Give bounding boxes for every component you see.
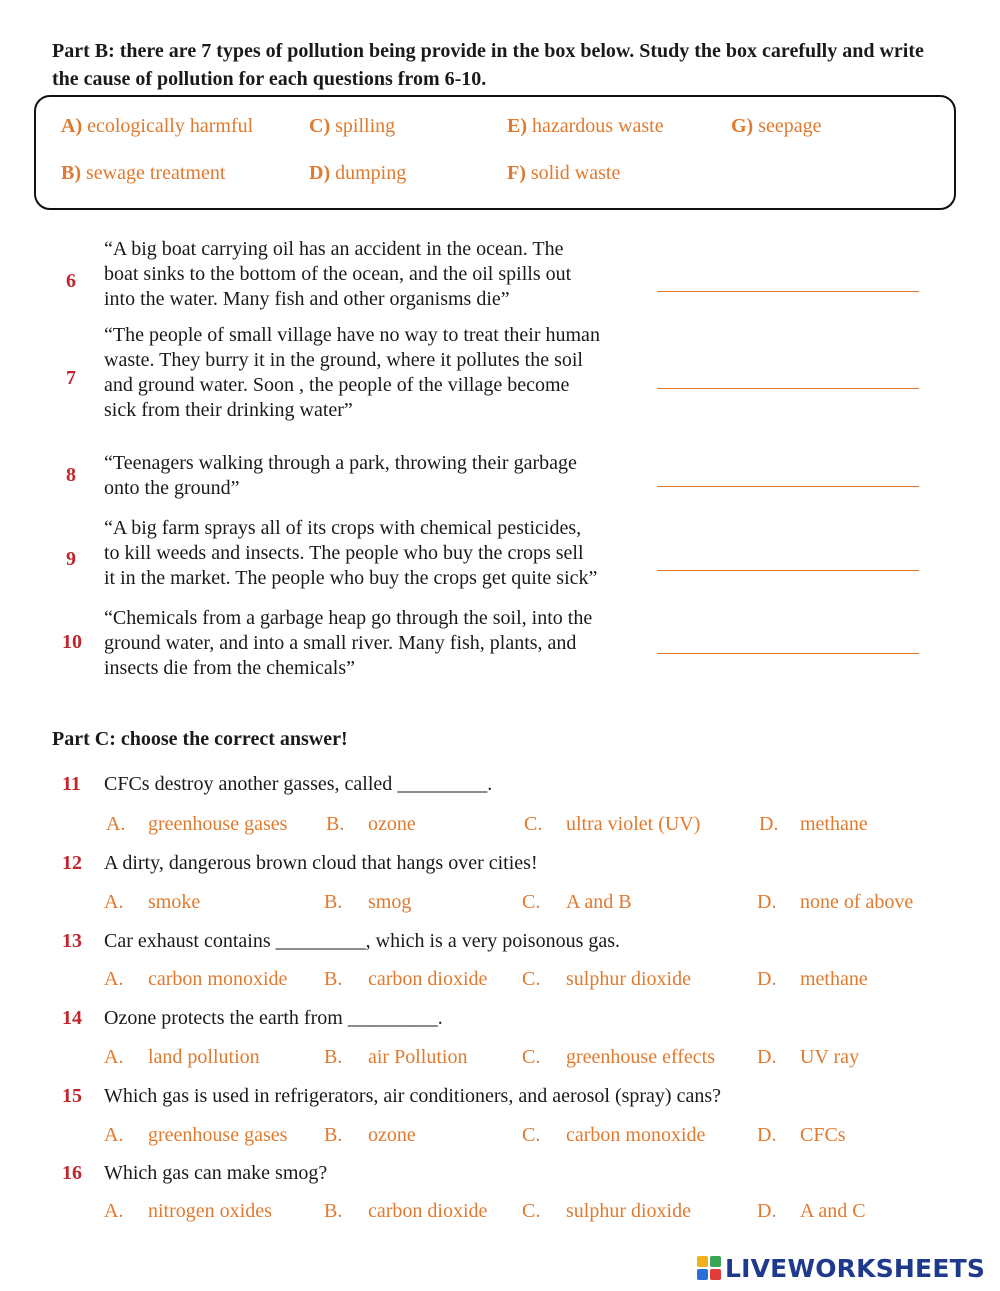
choice-a-text[interactable]: carbon monoxide [148, 968, 288, 990]
question-number: 6 [66, 270, 76, 292]
choice-c-text[interactable]: ultra violet (UV) [566, 813, 701, 835]
pollution-options-box [34, 95, 956, 210]
choice-b-text[interactable]: carbon dioxide [368, 968, 488, 990]
choice-c[interactable]: C. [524, 813, 543, 835]
option-d: D) dumping [309, 162, 407, 184]
option-e: E) hazardous waste [507, 115, 664, 137]
choice-c-text[interactable]: greenhouse effects [566, 1046, 716, 1068]
question-number: 10 [62, 631, 82, 653]
choice-b-text[interactable]: air Pollution [368, 1046, 468, 1068]
choice-b[interactable]: B. [324, 1046, 343, 1068]
choice-b-text[interactable]: smog [368, 891, 412, 913]
logo-tile [710, 1269, 721, 1280]
choice-d-text[interactable]: CFCs [800, 1124, 846, 1146]
question-number: 11 [62, 773, 81, 795]
choice-d[interactable]: D. [757, 1124, 777, 1146]
question-number: 8 [66, 464, 76, 486]
choice-d-text[interactable]: A and C [800, 1200, 866, 1222]
choice-a[interactable]: A. [104, 891, 124, 913]
question-number: 7 [66, 367, 76, 389]
choice-d-text[interactable]: methane [800, 813, 868, 835]
choice-c[interactable]: C. [522, 968, 541, 990]
choice-a-text[interactable]: greenhouse gases [148, 813, 288, 835]
question-text: Which gas is used in refrigerators, air conditioners, and aerosol (spray) cans? [104, 1085, 722, 1107]
choice-a[interactable]: A. [104, 968, 124, 990]
question-number: 12 [62, 852, 82, 874]
question-number: 16 [62, 1162, 82, 1184]
choice-b-text[interactable]: carbon dioxide [368, 1200, 488, 1222]
part-c-title: Part C: choose the correct answer! [52, 728, 348, 750]
answer-blank-8[interactable] [657, 486, 919, 487]
choice-b[interactable]: B. [324, 891, 343, 913]
choice-b-text[interactable]: ozone [368, 813, 416, 835]
answer-blank-6[interactable] [657, 291, 919, 292]
answer-blank-10[interactable] [657, 653, 919, 654]
choice-d[interactable]: D. [757, 891, 777, 913]
answer-blank-9[interactable] [657, 570, 919, 571]
choice-b[interactable]: B. [324, 1124, 343, 1146]
question-number: 13 [62, 930, 82, 952]
question-number: 14 [62, 1007, 82, 1029]
logo-tile [710, 1256, 721, 1267]
question-text: “The people of small village have no way to treat their human waste. They burry it in the ground, where it pollutes the soil and ground water. Soon , the people of the village become sick from their drinking water” [104, 324, 600, 421]
choice-c-text[interactable]: sulphur dioxide [566, 968, 691, 990]
choice-c[interactable]: C. [522, 1124, 541, 1146]
choice-c[interactable]: C. [522, 1200, 541, 1222]
choice-a-text[interactable]: nitrogen oxides [148, 1200, 272, 1222]
choice-d-text[interactable]: none of above [800, 891, 914, 913]
choice-d[interactable]: D. [757, 968, 777, 990]
choice-a[interactable]: A. [104, 1124, 124, 1146]
question-text: Which gas can make smog? [104, 1162, 328, 1184]
choice-a[interactable]: A. [106, 813, 126, 835]
part-b-title: Part B: there are 7 types of pollution being provide in the box below. Study the box carefully and write the cause of pollution for each questions from 6-10. [52, 40, 924, 90]
option-b: B) sewage treatment [61, 162, 226, 184]
answer-blank-7[interactable] [657, 388, 919, 389]
choice-c[interactable]: C. [522, 1046, 541, 1068]
choice-b-text[interactable]: ozone [368, 1124, 416, 1146]
question-text: Car exhaust contains _________, which is a very poisonous gas. [104, 930, 621, 952]
liveworksheets-logo [697, 1253, 985, 1283]
question-number: 15 [62, 1085, 82, 1107]
choice-b[interactable]: B. [326, 813, 345, 835]
choice-c-text[interactable]: A and B [566, 891, 632, 913]
choice-d-text[interactable]: UV ray [800, 1046, 860, 1068]
choice-a[interactable]: A. [104, 1046, 124, 1068]
choice-c-text[interactable]: carbon monoxide [566, 1124, 706, 1146]
option-c: C) spilling [309, 115, 396, 137]
choice-c[interactable]: C. [522, 891, 541, 913]
logo-grid-icon [697, 1256, 721, 1280]
choice-d[interactable]: D. [757, 1200, 777, 1222]
logo-text: LIVEWORKSHEETS [725, 1253, 986, 1283]
choice-a[interactable]: A. [104, 1200, 124, 1222]
option-a: A) ecologically harmful [61, 115, 254, 137]
question-text: “A big farm sprays all of its crops with chemical pesticides, to kill weeds and insects. The people who buy the crops sell it in the market. The people who buy the crops get quite sick” [104, 517, 598, 589]
logo-tile [697, 1256, 708, 1267]
question-text: “A big boat carrying oil has an accident in the ocean. The boat sinks to the bottom of the ocean, and the oil spills out into the water. Many fish and other organisms die” [104, 238, 572, 310]
question-text: “Chemicals from a garbage heap go through the soil, into the ground water, and into a small river. Many fish, plants, and insects die from the chemicals” [104, 607, 593, 679]
question-text: “Teenagers walking through a park, throwing their garbage onto the ground” [104, 452, 577, 499]
choice-a-text[interactable]: land pollution [148, 1046, 260, 1068]
question-text: A dirty, dangerous brown cloud that hangs over cities! [104, 852, 538, 874]
choice-d[interactable]: D. [759, 813, 779, 835]
question-text: CFCs destroy another gasses, called _________. [104, 773, 493, 795]
choice-b[interactable]: B. [324, 968, 343, 990]
choice-a-text[interactable]: greenhouse gases [148, 1124, 288, 1146]
question-text: Ozone protects the earth from _________. [104, 1007, 443, 1029]
choice-d-text[interactable]: methane [800, 968, 868, 990]
choice-c-text[interactable]: sulphur dioxide [566, 1200, 691, 1222]
choice-b[interactable]: B. [324, 1200, 343, 1222]
question-number: 9 [66, 548, 76, 570]
option-f: F) solid waste [507, 162, 621, 184]
option-g: G) seepage [731, 115, 822, 137]
choice-d[interactable]: D. [757, 1046, 777, 1068]
logo-tile [697, 1269, 708, 1280]
choice-a-text[interactable]: smoke [148, 891, 201, 913]
